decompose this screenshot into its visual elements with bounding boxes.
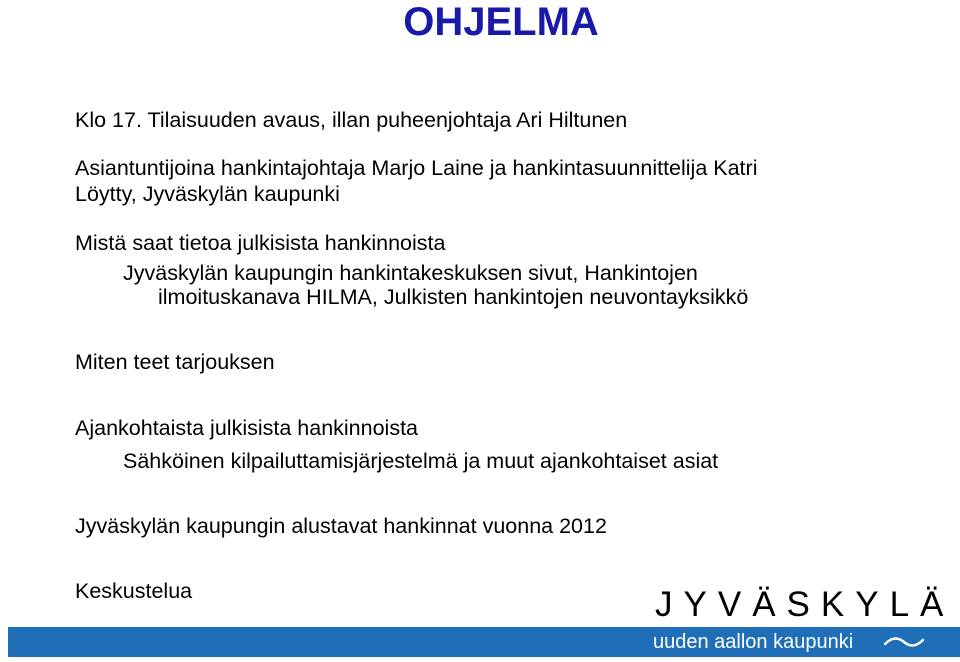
agenda-item-experts-line-2: Löytty, Jyväskylän kaupunki [75,182,340,206]
agenda-item-tenders: Miten teet tarjouksen [75,350,275,374]
agenda-subitem-info-line-2: ilmoituskanava HILMA, Julkisten hankintojen neuvontayksikkö [158,285,749,309]
agenda-item-experts-line-1: Asiantuntijoina hankintajohtaja Marjo Laine ja hankintasuunnittelija Katri [75,156,758,180]
page-title: OHJELMA [403,0,599,44]
agenda-item-preliminary: Jyväskylän kaupungin alustavat hankinnat vuonna 2012 [75,514,607,538]
agenda-item-info-heading: Mistä saat tietoa julkisista hankinnoista [75,231,446,255]
agenda-item-current-heading: Ajankohtaista julkisista hankinnoista [75,416,419,440]
agenda-item-discussion: Keskustelua [75,579,193,603]
agenda-subitem-info-line-1: Jyväskylän kaupungin hankintakeskuksen sivut, Hankintojen [123,261,698,285]
wave-icon [884,635,924,649]
logo-wordmark: JYVÄSKYLÄ [655,585,955,624]
agenda-item-opening: Klo 17. Tilaisuuden avaus, illan puheenjohtaja Ari Hiltunen [75,108,628,132]
agenda-subitem-current: Sähköinen kilpailuttamisjärjestelmä ja muut ajankohtaiset asiat [123,449,719,473]
logo-tagline: uuden aallon kaupunki [653,631,854,653]
